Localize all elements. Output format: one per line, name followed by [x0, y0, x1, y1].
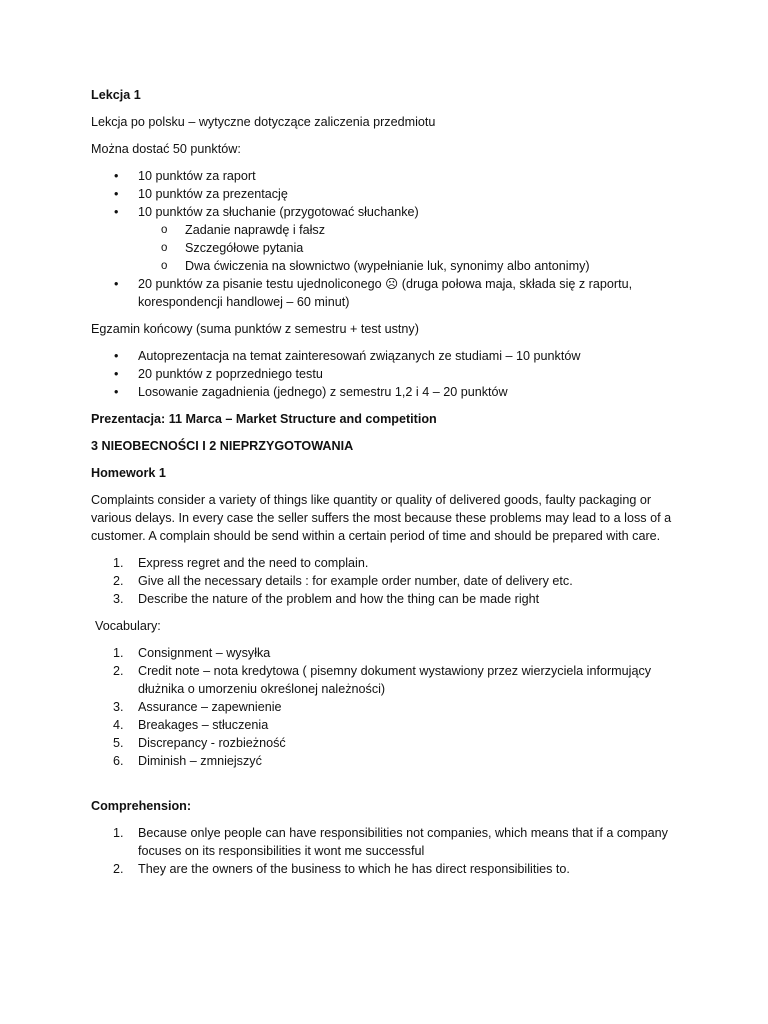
- list-item-text: 10 punktów za słuchanie (przygotować słuchanke): [138, 205, 419, 219]
- bullet-icon: •: [114, 205, 119, 219]
- numbered-item: 1. Consignment – wysyłka: [113, 646, 271, 660]
- bullet-icon: •: [114, 367, 119, 381]
- numbered-item: 1. Because onlye people can have responsibilities not companies, which means that if a company focuses on its responsibilities it wont me successful: [113, 826, 668, 858]
- list-item: [91, 365, 691, 383]
- circle-bullet-icon: o: [161, 260, 168, 272]
- homework-steps: [91, 554, 691, 608]
- sub-list-item: [138, 221, 691, 239]
- numbered-item: 4. Breakages – stłuczenia: [113, 718, 269, 732]
- listening-subitems: [138, 221, 691, 275]
- vocabulary-list: [91, 644, 691, 770]
- lesson-subtitle: Lekcja po polsku – wytyczne dotyczące zaliczenia przedmiotu: [91, 115, 436, 129]
- circle-bullet-icon: o: [161, 224, 168, 236]
- circle-bullet-icon: o: [161, 242, 168, 254]
- numbered-item-text: Describe the nature of the problem and how the thing can be made right: [138, 592, 540, 606]
- list-item-text: 10 punktów za prezentację: [138, 187, 288, 201]
- numbered-item: 2. They are the owners of the business to which he has direct responsibilities to.: [113, 862, 570, 876]
- numbered-item-text: Express regret and the need to complain.: [138, 556, 369, 570]
- numbered-item-text: They are the owners of the business to which he has direct responsibilities to.: [138, 862, 570, 876]
- bullet-icon: •: [114, 277, 119, 291]
- sub-list-item-text: Szczegółowe pytania: [185, 241, 304, 255]
- numbered-item-text: Consignment – wysyłka: [138, 646, 271, 660]
- presentation-line: Prezentacja: 11 Marca – Market Structure and competition: [91, 412, 437, 426]
- lesson-title: Lekcja 1: [91, 88, 141, 102]
- numbered-item-text: Discrepancy - rozbieżność: [138, 736, 286, 750]
- list-item: [91, 347, 691, 365]
- list-item: [91, 203, 691, 275]
- list-item-text: 20 punktów za pisanie testu ujednoliconego ☹ (druga połowa maja, składa się z raportu, korespondencji handlowej – 60 minut): [138, 277, 633, 309]
- numbered-item: 6. Diminish – zmniejszyć: [113, 754, 262, 768]
- numbered-item: 1. Express regret and the need to complain.: [113, 556, 369, 570]
- sub-list-item: [138, 257, 691, 275]
- numbered-item-text: Give all the necessary details : for example order number, date of delivery etc.: [138, 574, 573, 588]
- homework-title: Homework 1: [91, 466, 166, 480]
- numbered-item: 2. Credit note – nota kredytowa ( pisemny dokument wystawiony przez wierzyciela informujący dłużnika o umorzeniu określonej należności): [113, 664, 652, 696]
- numbered-item: 3. Describe the nature of the problem and how the thing can be made right: [113, 592, 540, 606]
- vocabulary-title: Vocabulary:: [95, 619, 161, 633]
- bullet-icon: •: [114, 385, 119, 399]
- list-item-text: Autoprezentacja na temat zainteresowań związanych ze studiami – 10 punktów: [138, 349, 581, 363]
- numbered-item: 3. Assurance – zapewnienie: [113, 700, 282, 714]
- list-item: [91, 185, 691, 203]
- bullet-icon: •: [114, 187, 119, 201]
- numbered-item-text: Because onlye people can have responsibilities not companies, which means that if a company focuses on its responsibilities it wont me successful: [138, 826, 668, 858]
- document-body: [91, 86, 691, 887]
- list-item: [91, 383, 691, 401]
- sub-list-item-text: Zadanie naprawdę i fałsz: [185, 223, 326, 237]
- numbered-item-text: Assurance – zapewnienie: [138, 700, 282, 714]
- sub-list-item-text: Dwa ćwiczenia na słownictwo (wypełnianie luk, synonimy albo antonimy): [185, 259, 590, 273]
- numbered-item-text: Breakages – stłuczenia: [138, 718, 269, 732]
- list-item: [91, 275, 691, 311]
- points-intro: Można dostać 50 punktów:: [91, 142, 241, 156]
- numbered-item-text: Diminish – zmniejszyć: [138, 754, 262, 768]
- points-list: [91, 167, 691, 311]
- numbered-item-text: Credit note – nota kredytowa ( pisemny dokument wystawiony przez wierzyciela informujący dłużnika o umorzeniu określonej należności): [138, 664, 652, 696]
- numbered-item: 5. Discrepancy - rozbieżność: [113, 736, 286, 750]
- bullet-icon: •: [114, 169, 119, 183]
- list-item-text: 10 punktów za raport: [138, 169, 256, 183]
- homework-paragraph: Complaints consider a variety of things like quantity or quality of delivered goods, faulty packaging or various delays. In every case the seller suffers the most because these problems may lead to a loss of a customer. A complain should be send within a certain period of time and should be prepared with care.: [91, 493, 672, 543]
- absences-line: 3 NIEOBECNOŚCI I 2 NIEPRZYGOTOWANIA: [91, 439, 354, 453]
- sub-list-item: [138, 239, 691, 257]
- comprehension-title: Comprehension:: [91, 799, 192, 813]
- list-item-text: Losowanie zagadnienia (jednego) z semestru 1,2 i 4 – 20 punktów: [138, 385, 508, 399]
- comprehension-list: [91, 824, 691, 878]
- exam-list: [91, 347, 691, 401]
- bullet-icon: •: [114, 349, 119, 363]
- numbered-item: 2. Give all the necessary details : for example order number, date of delivery etc.: [113, 574, 573, 588]
- list-item-text: 20 punktów z poprzedniego testu: [138, 367, 323, 381]
- list-item: [91, 167, 691, 185]
- exam-intro: Egzamin końcowy (suma punktów z semestru + test ustny): [91, 322, 419, 336]
